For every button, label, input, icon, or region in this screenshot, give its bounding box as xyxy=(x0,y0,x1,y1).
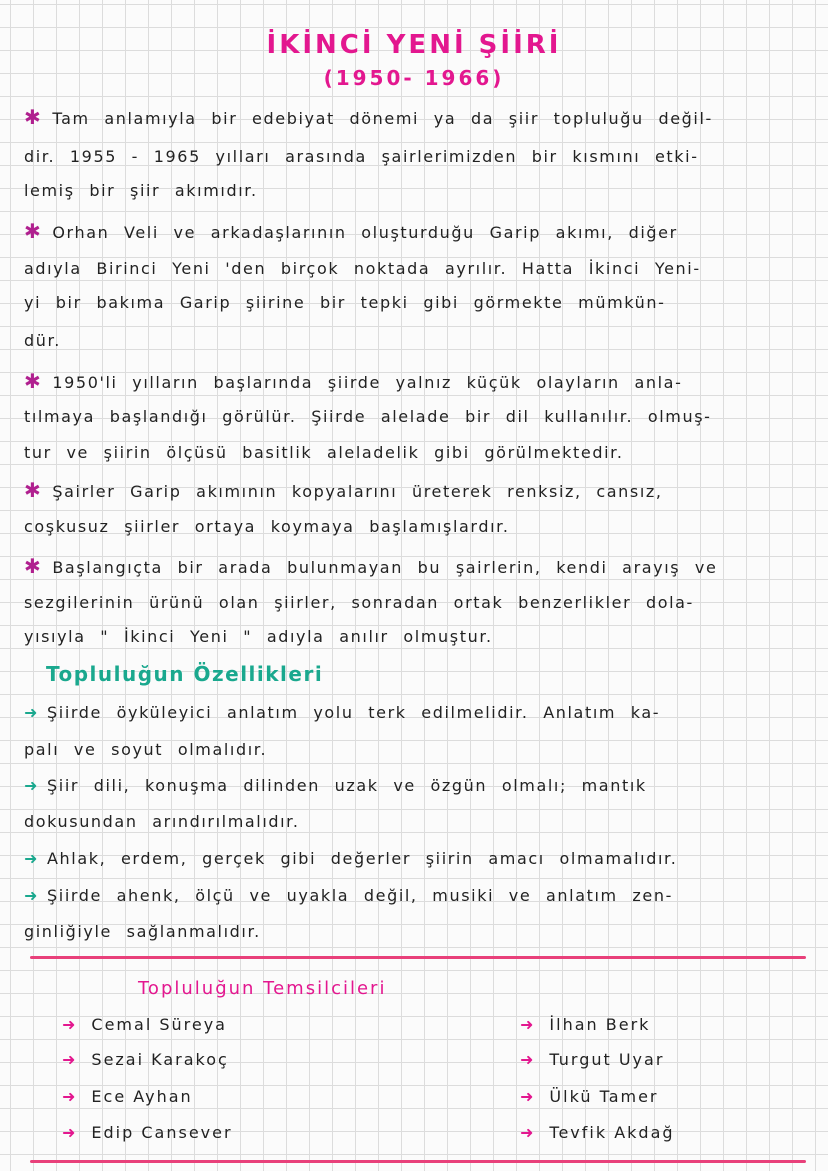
feature-line: ➜ Şiir dili, konuşma dilinden uzak ve özgün olmalı; mantık xyxy=(24,776,647,795)
arrow-right-icon: ➜ xyxy=(520,1123,536,1142)
representative-item: ➜ Edip Cansever xyxy=(62,1123,233,1142)
text-line: ✱ 1950'li yılların başlarında şiirde yalnız küçük olayların anla- xyxy=(24,369,683,393)
text-line: ✱ Orhan Veli ve arkadaşlarının oluşturduğu Garip akımı, diğer xyxy=(24,219,678,243)
feature-line: palı ve soyut olmalıdır. xyxy=(24,740,268,759)
asterisk-icon: ✱ xyxy=(24,219,43,243)
asterisk-icon: ✱ xyxy=(24,478,43,502)
text-line: yi bir bakıma Garip şiirine bir tepki gibi görmekte mümkün- xyxy=(24,293,666,312)
representative-item: ➜ Ülkü Tamer xyxy=(520,1087,659,1106)
representatives-heading: Topluluğun Temsilcileri xyxy=(138,978,387,999)
divider xyxy=(30,1160,806,1163)
representative-item: ➜ Turgut Uyar xyxy=(520,1050,665,1069)
text-line: ✱ Tam anlamıyla bir edebiyat dönemi ya da şiir topluluğu değil- xyxy=(24,105,713,129)
representative-item: ➜ Ece Ayhan xyxy=(62,1087,193,1106)
arrow-right-icon: ➜ xyxy=(62,1087,78,1106)
arrow-right-icon: ➜ xyxy=(520,1015,536,1034)
arrow-right-icon: ➜ xyxy=(24,776,40,795)
asterisk-icon: ✱ xyxy=(24,105,43,129)
text-line: tılmaya başlandığı görülür. Şiirde alelade bir dil kullanılır. olmuş- xyxy=(24,407,712,426)
text-line: tur ve şiirin ölçüsü basitlik aleladelik gibi görülmektedir. xyxy=(24,443,624,462)
text-line: lemiş bir şiir akımıdır. xyxy=(24,181,258,200)
arrow-right-icon: ➜ xyxy=(24,849,40,868)
feature-line: dokusundan arındırılmalıdır. xyxy=(24,812,300,831)
text-line: adıyla Birinci Yeni 'den birçok noktada ayrılır. Hatta İkinci Yeni- xyxy=(24,259,701,278)
feature-line: ➜ Şiirde ahenk, ölçü ve uyakla değil, musiki ve anlatım zen- xyxy=(24,886,673,905)
arrow-right-icon: ➜ xyxy=(520,1087,536,1106)
representative-item: ➜ Sezai Karakoç xyxy=(62,1050,229,1069)
feature-line: ➜ Ahlak, erdem, gerçek gibi değerler şiirin amacı olmamalıdır. xyxy=(24,849,678,868)
asterisk-icon: ✱ xyxy=(24,369,43,393)
text-line: dir. 1955 - 1965 yılları arasında şairlerimizden bir kısmını etki- xyxy=(24,147,699,166)
divider xyxy=(30,956,806,959)
text-line: yısıyla " İkinci Yeni " adıyla anılır olmuştur. xyxy=(24,627,493,646)
arrow-right-icon: ➜ xyxy=(62,1050,78,1069)
text-line: ✱ Başlangıçta bir arada bulunmayan bu şairlerin, kendi arayış ve xyxy=(24,554,718,578)
text-line: coşkusuz şiirler ortaya koymaya başlamışlardır. xyxy=(24,517,510,536)
representative-item: ➜ Cemal Süreya xyxy=(62,1015,227,1034)
arrow-right-icon: ➜ xyxy=(62,1015,78,1034)
text-line: dür. xyxy=(24,331,61,350)
arrow-right-icon: ➜ xyxy=(62,1123,78,1142)
arrow-right-icon: ➜ xyxy=(520,1050,536,1069)
feature-line: ➜ Şiirde öyküleyici anlatım yolu terk edilmelidir. Anlatım ka- xyxy=(24,703,661,722)
asterisk-icon: ✱ xyxy=(24,554,43,578)
text-line: sezgilerinin ürünü olan şiirler, sonradan ortak benzerlikler dola- xyxy=(24,593,694,612)
features-heading: Topluluğun Özellikleri xyxy=(46,662,324,686)
text-line: ✱ Şairler Garip akımının kopyalarını üreterek renksiz, cansız, xyxy=(24,478,663,502)
feature-line: ginliğiyle sağlanmalıdır. xyxy=(24,922,261,941)
page-subtitle-years: (1950- 1966) xyxy=(323,66,505,90)
representative-item: ➜ İlhan Berk xyxy=(520,1015,651,1034)
arrow-right-icon: ➜ xyxy=(24,703,40,722)
arrow-right-icon: ➜ xyxy=(24,886,40,905)
representative-item: ➜ Tevfik Akdağ xyxy=(520,1123,675,1142)
page-title: İKİNCİ YENİ ŞİİRİ xyxy=(266,30,562,60)
